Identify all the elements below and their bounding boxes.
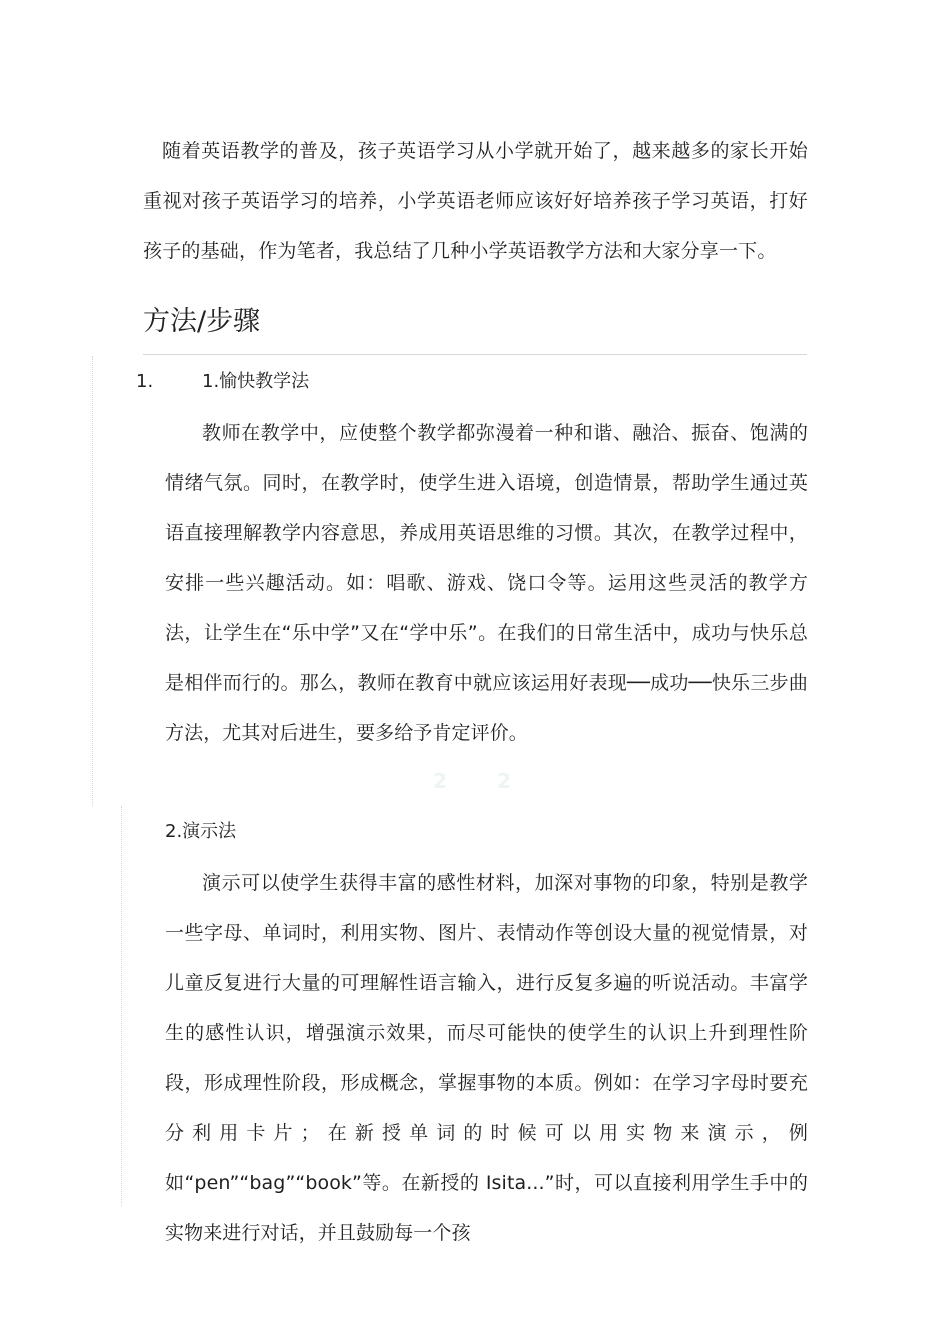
intro-paragraph: 随着英语教学的普及，孩子英语学习从小学就开始了，越来越多的家长开始重视对孩子英语学习的培养，小学英语老师应该好好培养孩子学习英语，打好孩子的基础，作为笔者，我总结了几种小学英语教学方法和大家分享一下。	[143, 140, 808, 262]
step-1-body: 教师在教学中，应使整个教学都弥漫着一种和谐、融洽、振奋、饱满的情绪气氛。同时，在教学时，使学生进入语境，创造情景，帮助学生通过英语直接理解教学内容意思，养成用英语思维的习惯。其次，在教学过程中，安排一些兴趣活动。如：唱歌、游戏、饶口令等。运用这些灵活的教学方法，让学生在“乐中学”又在“学中乐”。在我们的日常生活中，成功与快乐总是相伴而行的。那么，教师在教育中就应该运用好表现──成功──快乐三步曲方法，尤其对后进生，要多给予肯定评价。	[165, 422, 808, 744]
step-2-guide-line	[121, 806, 122, 1206]
section-heading: 方法/步骤	[143, 306, 261, 337]
step-2-body: 演示可以使学生获得丰富的感性材料，加深对事物的印象，特别是教学一些字母、单词时，利用实物、图片、表情动作等创设大量的视觉情景，对儿童反复进行大量的可理解性语言输入，进行反复多遍的听说活动。丰富学生的感性认识，增强演示效果，而尽可能快的使学生的认识上升到理性阶段，形成理性阶段，形成概念，掌握事物的本质。例如：在学习字母时要充分利用卡片；在新授单词的时候可以用实物来演示，例如“pen”“bag”“book”等。在新授的 Isita...”时，可以直接利用学生手中的实物来进行对话，并且鼓励每一个孩	[165, 872, 808, 1244]
heading-divider	[143, 354, 807, 355]
faint-watermark-mark: 2	[433, 769, 447, 793]
step-2-title: 2.演示法	[165, 821, 237, 842]
step-1-number: 1.	[136, 371, 154, 392]
step-1-title: 1.愉快教学法	[202, 371, 310, 392]
faint-watermark-mark: 2	[497, 769, 511, 793]
step-1-guide-line	[92, 356, 93, 806]
